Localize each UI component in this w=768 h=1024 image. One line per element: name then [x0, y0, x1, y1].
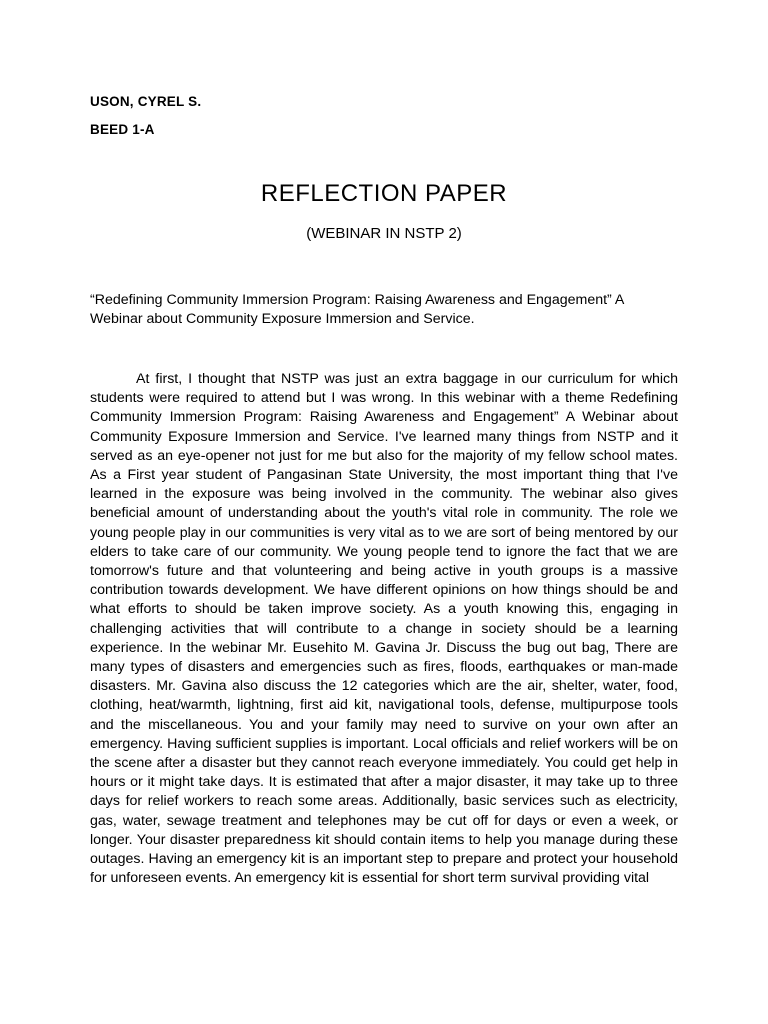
webinar-theme: “Redefining Community Immersion Program: Raising Awareness and Engagement” A Webinar about Community Exposure Immersion and Service. — [90, 292, 624, 327]
document-subtitle: (WEBINAR IN NSTP 2) — [306, 225, 462, 242]
body-paragraph: At first, I thought that NSTP was just an extra baggage in our curriculum for which students were required to attend but I was wrong. In this webinar with a theme Redefining Community Immersion Program: Raising Awareness and Engagement” A Webinar about Community Exposure Immersion and Service. I've learned many things from NSTP and it served as an eye-opener not just for me but also for the majority of my fellow school mates. As a First year student of Pangasinan State University, the most important thing that I've learned in the exposure was being involved in the community. The webinar also gives beneficial amount of understanding about the youth's vital role in community. The role we young people play in our communities is very vital as to we are sort of being mentored by our elders to take care of our community. We young people tend to ignore the fact that we are tomorrow's future and that volunteering and being active in youth groups is a massive contribution towards development. We have different opinions on how things should be and what efforts to should be taken improve society. As a youth knowing this, engaging in challenging activities that will contribute to a change in society should be a learning experience. In the webinar Mr. Eusehito M. Gavina Jr. Discuss the bug out bag, There are many types of disasters and emergencies such as fires, floods, earthquakes or man-made disasters. Mr. Gavina also discuss the 12 categories which are the air, shelter, water, food, clothing, heat/warmth, lightning, first aid kit, navigational tools, defense, multipurpose tools and the miscellaneous. You and your family may need to survive on your own after an emergency. Having sufficient supplies is important. Local officials and relief workers will be on the scene after a disaster but they cannot reach everyone immediately. You could get help in hours or it might take days. It is estimated that after a major disaster, it may take up to three days for relief workers to reach some areas. Additionally, basic services such as electricity, gas, water, sewage treatment and telephones may be cut off for days or even a week, or longer. Your disaster preparedness kit should contain items to help you manage during these outages. Having an emergency kit is an important step to prepare and protect your household for unforeseen events. An emergency kit is essential for short term survival providing vital — [90, 371, 678, 887]
document-title: REFLECTION PAPER — [260, 180, 508, 207]
class-section: BEED 1-A — [90, 122, 155, 137]
student-name: USON, CYREL S. — [90, 94, 202, 109]
